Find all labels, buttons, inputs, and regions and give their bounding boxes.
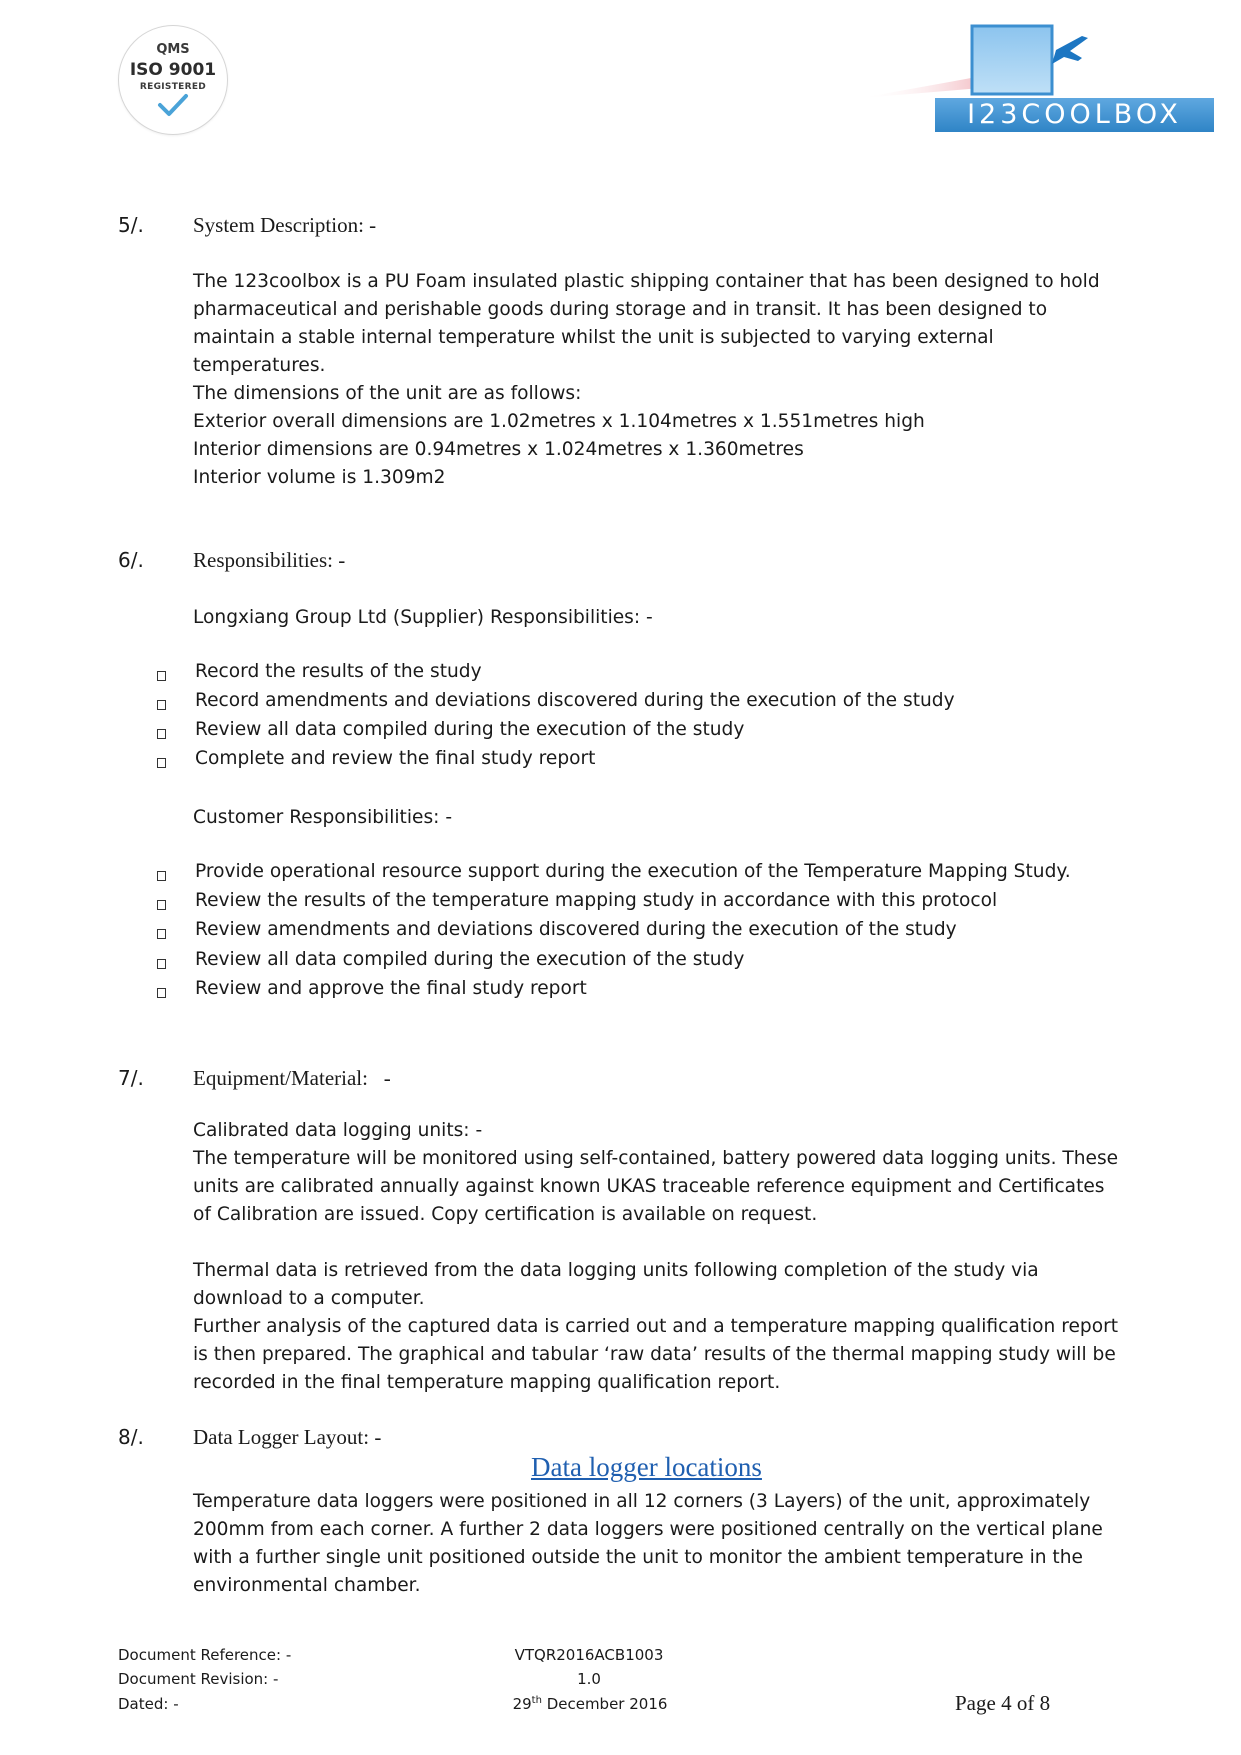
list-item: Provide operational resource support during the execution of the Temperature Mapping Study. <box>195 861 1071 882</box>
badge-iso-label: ISO 9001 <box>129 60 217 80</box>
bullet-icon <box>157 871 166 881</box>
badge-qms-label: QMS <box>156 42 190 57</box>
list-item: Record the results of the study <box>195 661 482 682</box>
section-5-title: System Description: - <box>193 213 377 237</box>
section-7-title: Equipment/Material: - <box>193 1066 391 1090</box>
bullet-icon <box>157 758 166 768</box>
bullet-icon <box>157 729 166 739</box>
list-item: Complete and review the final study report <box>195 748 596 769</box>
section-5-body <box>193 268 1100 492</box>
date-suffix: th <box>531 1695 542 1706</box>
list-item: Review all data compiled during the execution of the study <box>195 719 745 740</box>
section-7-body-b <box>193 1257 1118 1397</box>
paragraph-line: of Calibration are issued. Copy certification is available on request. <box>193 1204 818 1225</box>
paragraph-line: temperatures. <box>193 355 326 376</box>
bullet-icon <box>157 988 166 998</box>
section-6-number: 6/. <box>118 548 144 572</box>
plane-icon <box>1052 36 1088 64</box>
list-item: Review and approve the final study report <box>195 978 587 999</box>
paragraph-line: units are calibrated annually against known UKAS traceable reference equipment and Certificates <box>193 1176 1105 1197</box>
paragraph-line: Exterior overall dimensions are 1.02metres x 1.104metres x 1.551metres high <box>193 411 925 432</box>
footer-ref-label: Document Reference: - <box>118 1646 292 1664</box>
paragraph-line: The dimensions of the unit are as follows: <box>193 383 582 404</box>
paragraph-line: Interior volume is 1.309m2 <box>193 467 446 488</box>
checkmark-icon <box>157 92 189 118</box>
footer-rev-label: Document Revision: - <box>118 1670 279 1688</box>
section-8-body <box>193 1488 1103 1600</box>
footer-ref-value: VTQR2016ACB1003 <box>514 1646 664 1664</box>
paragraph-line: recorded in the final temperature mapping qualification report. <box>193 1372 781 1393</box>
paragraph-line: Temperature data loggers were positioned in all 12 corners (3 Layers) of the unit, approximately <box>193 1491 1091 1512</box>
bullet-icon <box>157 671 166 681</box>
section-7-body-a <box>193 1117 1118 1229</box>
badge-registered-label: REGISTERED <box>139 82 207 92</box>
iso-9001-badge <box>118 25 228 135</box>
paragraph-line: pharmaceutical and perishable goods during storage and in transit. It has been designed to <box>193 299 1048 320</box>
list-item: Review the results of the temperature mapping study in accordance with this protocol <box>195 890 998 911</box>
paragraph-line: 200mm from each corner. A further 2 data loggers were positioned centrally on the vertical plane <box>193 1519 1103 1540</box>
paragraph-line: environmental chamber. <box>193 1575 421 1596</box>
paragraph-line: The 123coolbox is a PU Foam insulated plastic shipping container that has been designed to hold <box>193 271 1100 292</box>
logo-banner-text: I23COOLBOX <box>935 98 1214 132</box>
date-day: 29 <box>512 1695 532 1713</box>
paragraph-line: The temperature will be monitored using self-contained, battery powered data logging units. These <box>193 1148 1119 1169</box>
paragraph-line: is then prepared. The graphical and tabular ‘raw data’ results of the thermal mapping study will be <box>193 1344 1116 1365</box>
section-8-number: 8/. <box>118 1425 144 1449</box>
company-logo <box>820 24 1220 134</box>
section-8-title: Data Logger Layout: - <box>193 1425 382 1449</box>
footer-dated-label: Dated: - <box>118 1695 179 1713</box>
bullet-icon <box>157 929 166 939</box>
section-7-number: 7/. <box>118 1066 144 1090</box>
supplier-heading: Longxiang Group Ltd (Supplier) Responsibilities: - <box>193 607 653 628</box>
list-item: Record amendments and deviations discovered during the execution of the study <box>195 690 955 711</box>
paragraph-line: maintain a stable internal temperature whilst the unit is subjected to varying external <box>193 327 994 348</box>
section-5-number: 5/. <box>118 213 144 237</box>
footer-rev-value: 1.0 <box>577 1670 601 1688</box>
bullet-icon <box>157 900 166 910</box>
paragraph-line: Thermal data is retrieved from the data logging units following completion of the study via <box>193 1260 1039 1281</box>
paragraph-line: Interior dimensions are 0.94metres x 1.024metres x 1.360metres <box>193 439 804 460</box>
bullet-icon <box>157 959 166 969</box>
footer-date-value <box>508 1695 672 1713</box>
customer-heading: Customer Responsibilities: - <box>193 807 453 828</box>
date-rest: December 2016 <box>541 1695 668 1713</box>
data-logger-locations-link[interactable]: Data logger locations <box>531 1452 762 1482</box>
bullet-icon <box>157 700 166 710</box>
list-item: Review all data compiled during the execution of the study <box>195 949 745 970</box>
paragraph-line: download to a computer. <box>193 1288 425 1309</box>
section-6-title: Responsibilities: - <box>193 548 346 572</box>
list-item: Review amendments and deviations discovered during the execution of the study <box>195 919 957 940</box>
page-number: Page 4 of 8 <box>955 1691 1051 1715</box>
paragraph-line: Calibrated data logging units: - <box>193 1120 483 1141</box>
paragraph-line: with a further single unit positioned outside the unit to monitor the ambient temperature in the <box>193 1547 1083 1568</box>
paragraph-line: Further analysis of the captured data is carried out and a temperature mapping qualification report <box>193 1316 1119 1337</box>
